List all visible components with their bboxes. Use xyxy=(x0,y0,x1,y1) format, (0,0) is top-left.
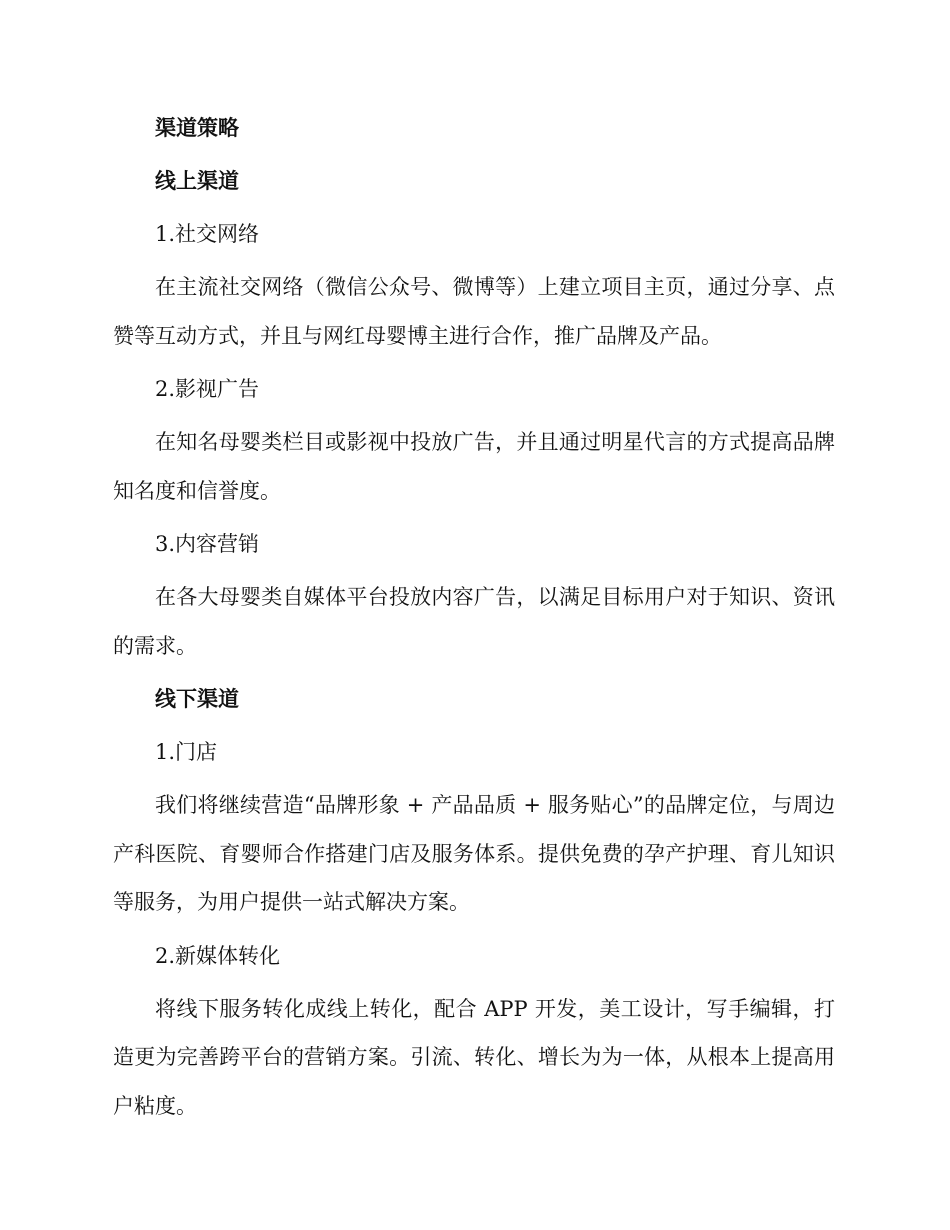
store-title: 1.门店 xyxy=(155,740,218,764)
new-media-paragraph: 将线下服务转化成线上转化，配合 APP 开发，美工设计，写手编辑，打造更为完善跨平台的营销方案。引流、转化、增长为为一体，从根本上提高用户粘度。 xyxy=(113,996,835,1118)
content-marketing-title: 3.内容营销 xyxy=(155,532,260,556)
film-ads-title: 2.影视广告 xyxy=(155,377,260,401)
store-paragraph: 我们将继续营造“品牌形象 + 产品品质 + 服务贴心”的品牌定位，与周边产科医院、育婴师合作搭建门店及服务体系。提供免费的孕产护理、育儿知识等服务，为用户提供一站式解决方案。 xyxy=(113,793,835,914)
film-ads-paragraph: 在知名母婴类栏目或影视中投放广告，并且通过明星代言的方式提高品牌知名度和信誉度。 xyxy=(113,430,835,503)
document-page xyxy=(113,104,835,1130)
channel-strategy-heading: 渠道策略 xyxy=(155,116,239,140)
new-media-title: 2.新媒体转化 xyxy=(155,943,281,968)
online-channels-heading: 线上渠道 xyxy=(155,169,239,193)
content-marketing-paragraph: 在各大母婴类自媒体平台投放内容广告，以满足目标用户对于知识、资讯的需求。 xyxy=(113,585,835,658)
offline-channels-heading: 线下渠道 xyxy=(155,687,239,711)
social-network-paragraph: 在主流社交网络（微信公众号、微博等）上建立项目主页，通过分享、点赞等互动方式，并且与网红母婴博主进行合作，推广品牌及产品。 xyxy=(113,275,835,348)
social-network-title: 1.社交网络 xyxy=(155,222,260,246)
